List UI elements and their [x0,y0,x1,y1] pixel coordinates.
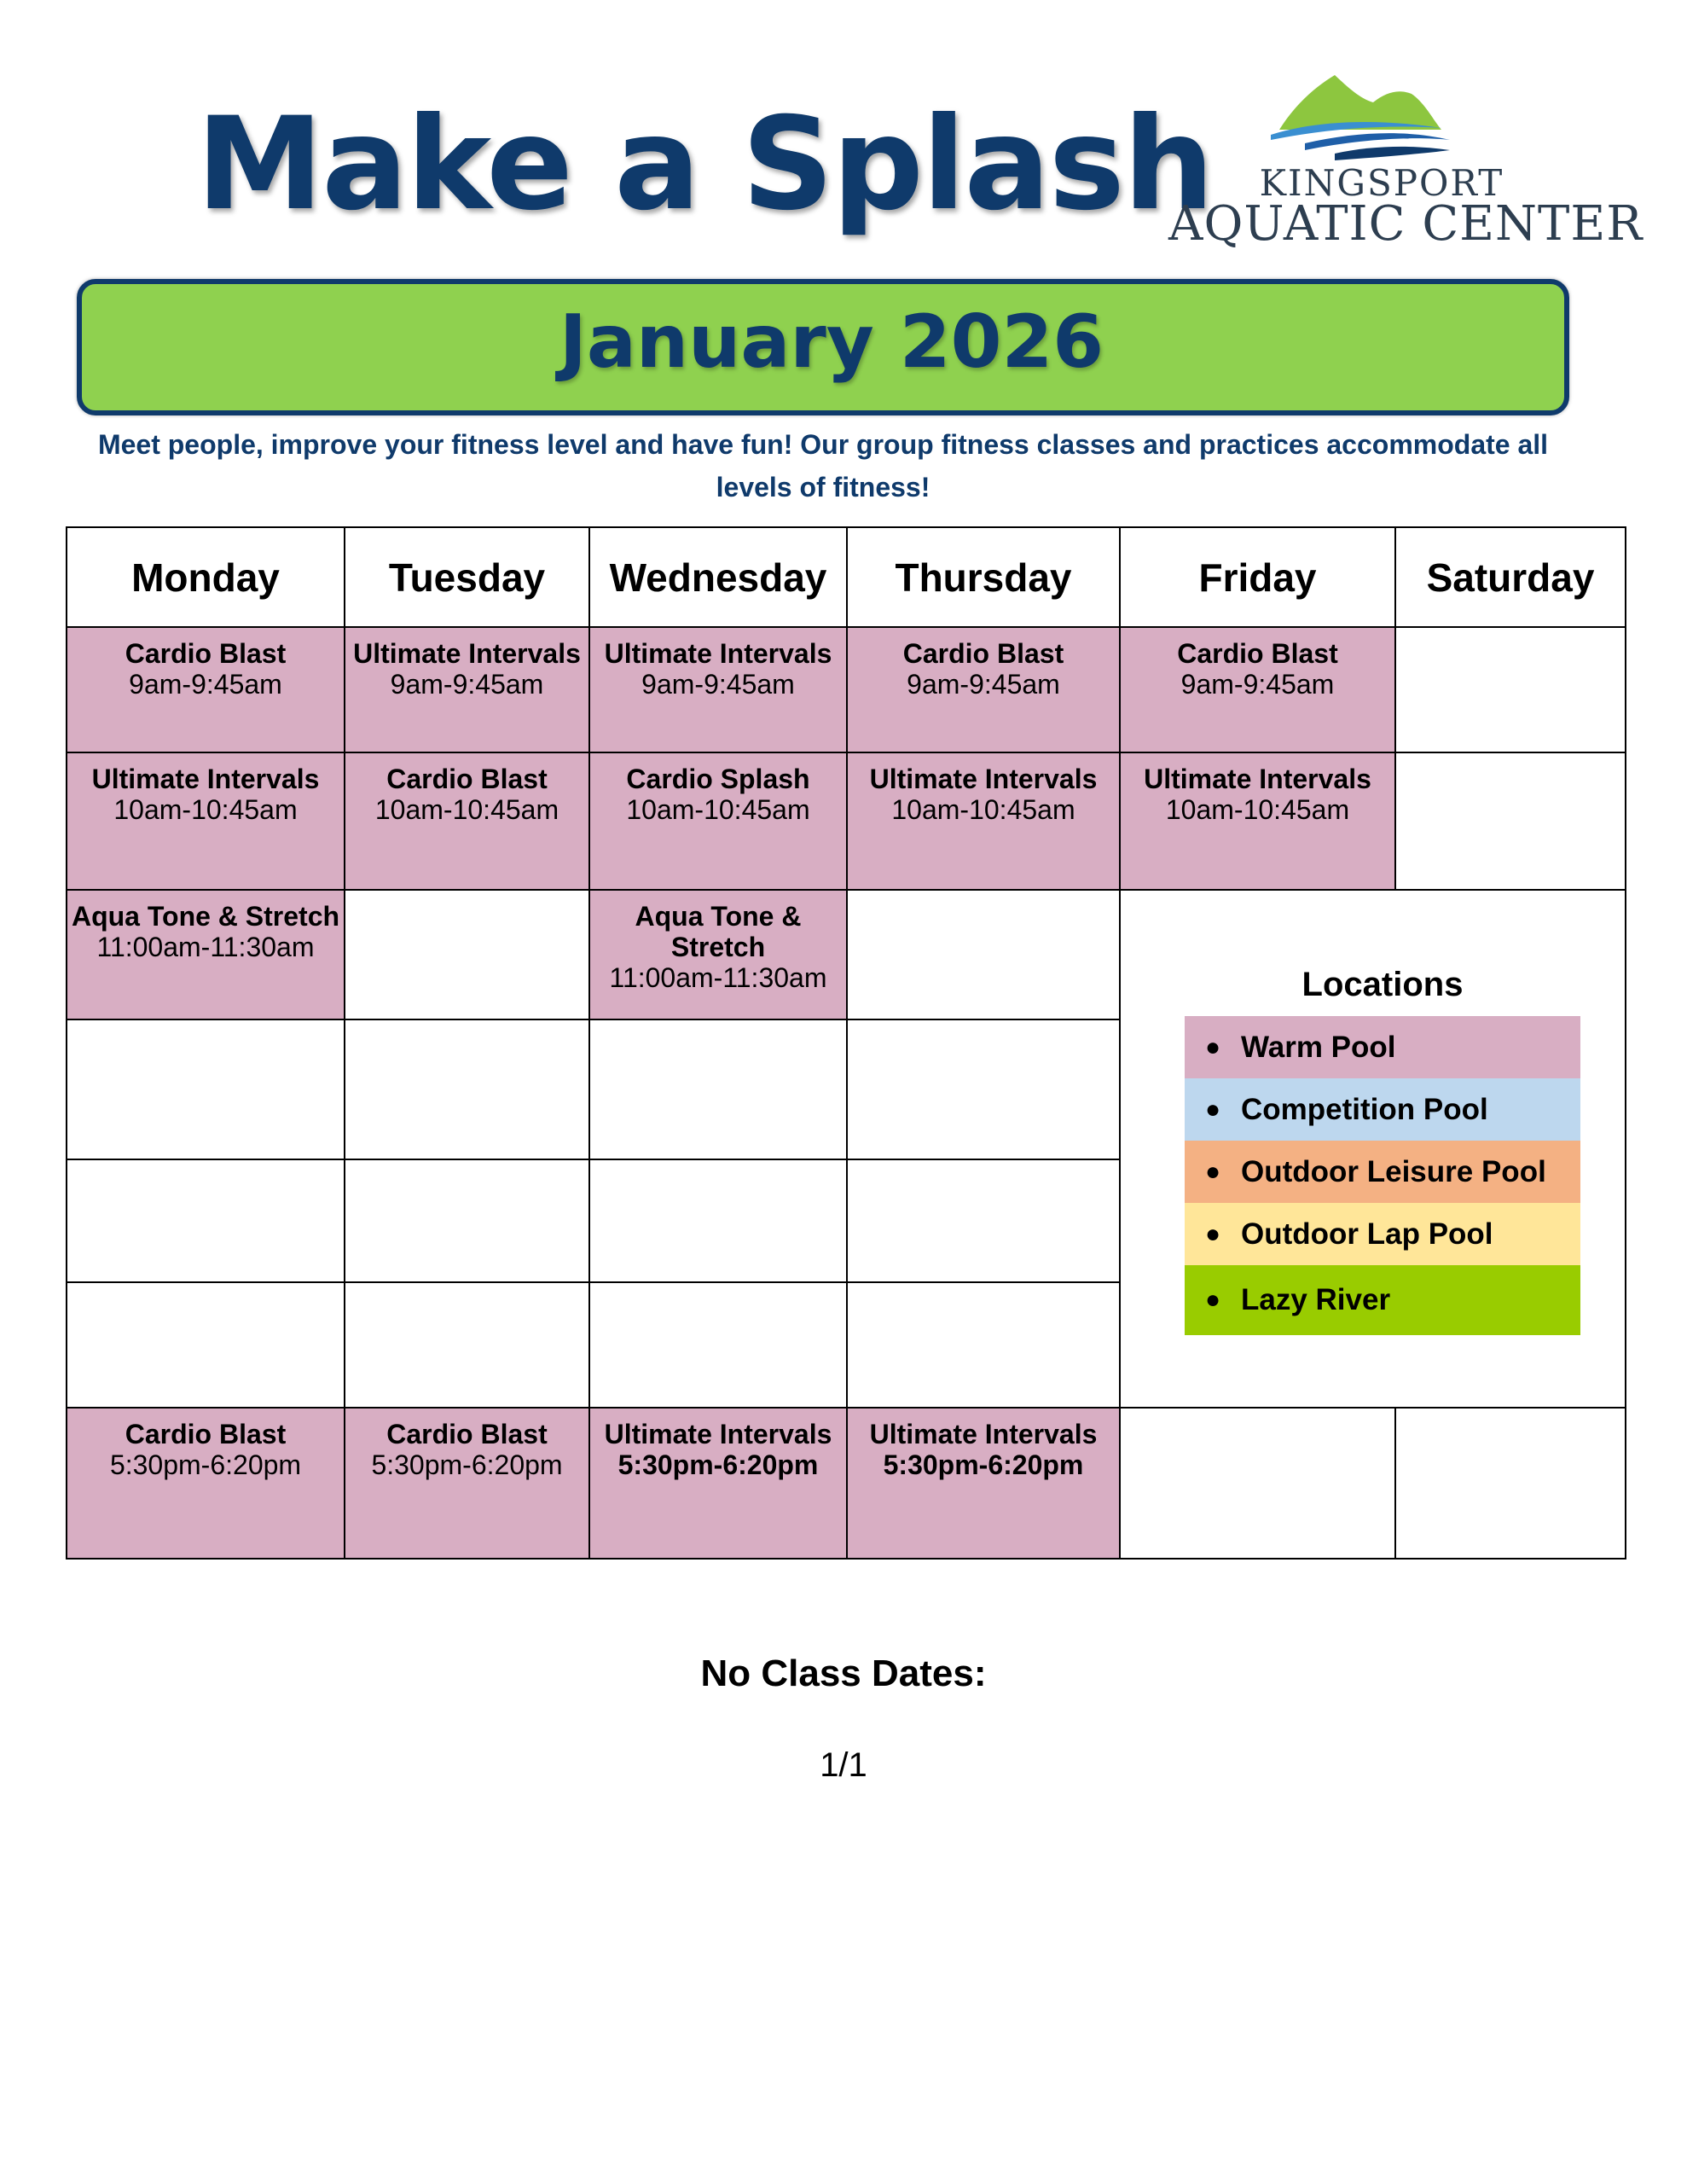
empty-cell [345,1019,589,1159]
class-name: Cardio Splash [626,764,810,794]
class-cell [1120,752,1395,890]
class-time: 10am-10:45am [891,794,1075,825]
class-cell [345,1408,589,1559]
empty-cell [1395,752,1626,890]
schedule-table [66,526,1626,1560]
bullet-icon: ● [1204,1219,1221,1248]
class-time: 10am-10:45am [374,794,559,825]
empty-cell [589,1159,847,1282]
day-header-thursday: Thursday [847,527,1120,627]
class-cell [345,627,589,752]
logo-text-kingsport: KINGSPORT [1259,162,1504,204]
schedule-row [67,627,1626,752]
class-cell [589,1408,847,1559]
locations-legend-cell [1120,890,1626,1408]
legend-label: Outdoor Leisure Pool [1241,1154,1546,1188]
legend-title: Locations [1301,966,1464,1003]
class-time: 9am-9:45am [129,669,282,700]
class-time: 11:00am-11:30am [609,962,827,993]
no-class-dates-heading: No Class Dates: [700,1653,987,1694]
class-name: Cardio Blast [386,1419,548,1449]
empty-cell [345,1159,589,1282]
mountain-wave-icon [1168,68,1561,171]
class-name: Ultimate Intervals [604,638,832,669]
page-title: Make a Splash [196,90,1213,239]
class-cell [847,752,1120,890]
empty-cell [67,1019,345,1159]
legend-label: Competition Pool [1241,1092,1488,1126]
no-class-dates-value: 1/1 [820,1746,867,1784]
day-header-tuesday: Tuesday [345,527,589,627]
class-name: Cardio Blast [1177,638,1338,669]
class-cell [1120,627,1395,752]
empty-cell [1120,1408,1395,1559]
class-name: Ultimate Intervals [1144,764,1371,794]
empty-cell [345,890,589,1019]
class-time: 9am-9:45am [390,669,544,700]
locations-legend [1185,966,1580,1335]
class-time: 9am-9:45am [907,669,1060,700]
class-cell [67,752,345,890]
class-time: 10am-10:45am [1165,794,1350,825]
class-time: 11:00am-11:30am [96,932,315,962]
legend-item-competition-pool [1185,1078,1580,1141]
class-time: 9am-9:45am [1180,669,1335,700]
empty-cell [847,1282,1120,1408]
class-name: Cardio Blast [125,638,287,669]
intro-text: Meet people, improve your fitness level and have fun! Our group fitness classes and practices accommodate all levels of fitness! [97,429,1549,502]
empty-cell [1395,1408,1626,1559]
day-header-wednesday: Wednesday [589,527,847,627]
class-cell [67,1408,345,1559]
month-title: January 2026 [559,299,1104,385]
class-name: Aqua Tone & Stretch [71,901,340,932]
empty-cell [589,1019,847,1159]
class-time: 10am-10:45am [113,794,298,825]
class-cell [847,1408,1120,1559]
schedule-row [67,752,1626,890]
legend-item-lazy-river [1185,1265,1580,1335]
class-cell [345,752,589,890]
class-name: Ultimate Intervals [604,1419,832,1449]
class-name: Cardio Blast [125,1419,287,1449]
bullet-icon: ● [1204,1095,1221,1124]
empty-cell [1395,627,1626,752]
day-header-friday: Friday [1120,527,1395,627]
empty-cell [847,890,1120,1019]
class-cell [589,890,847,1019]
class-cell [67,890,345,1019]
day-header-saturday: Saturday [1395,527,1626,627]
class-time: 5:30pm-6:20pm [617,1449,819,1480]
class-cell [589,752,847,890]
legend-label: Outdoor Lap Pool [1241,1217,1493,1251]
empty-cell [847,1159,1120,1282]
class-time: 5:30pm-6:20pm [371,1449,563,1480]
class-name: Cardio Blast [386,764,548,794]
kingsport-aquatic-center-logo [1168,68,1644,256]
class-time: 9am-9:45am [641,669,795,700]
legend-label: Lazy River [1241,1283,1391,1316]
empty-cell [67,1282,345,1408]
day-header-monday: Monday [67,527,345,627]
logo-text-aquatic-center: AQUATIC CENTER [1168,196,1644,252]
schedule-row [67,1408,1626,1559]
class-cell [67,627,345,752]
legend-item-warm-pool [1185,1016,1580,1078]
class-name: Ultimate Intervals [353,638,581,669]
bullet-icon: ● [1204,1157,1221,1186]
bullet-icon: ● [1204,1286,1221,1314]
legend-item-outdoor-leisure-pool [1185,1141,1580,1203]
empty-cell [847,1019,1120,1159]
class-time: 10am-10:45am [626,794,810,825]
empty-cell [67,1159,345,1282]
class-time: 5:30pm-6:20pm [883,1449,1084,1480]
bullet-icon: ● [1204,1032,1221,1061]
day-header-row [67,527,1626,627]
schedule-row [67,890,1626,1019]
legend-label: Warm Pool [1241,1030,1396,1064]
empty-cell [345,1282,589,1408]
class-name: Aqua Tone & Stretch [635,901,802,962]
class-name: Ultimate Intervals [869,1419,1098,1449]
month-banner [77,279,1569,415]
class-name: Ultimate Intervals [91,764,320,794]
class-name: Cardio Blast [902,638,1064,669]
class-cell [847,627,1120,752]
class-time: 5:30pm-6:20pm [109,1449,302,1480]
empty-cell [589,1282,847,1408]
class-cell [589,627,847,752]
legend-item-outdoor-lap-pool [1185,1203,1580,1265]
class-name: Ultimate Intervals [869,764,1098,794]
